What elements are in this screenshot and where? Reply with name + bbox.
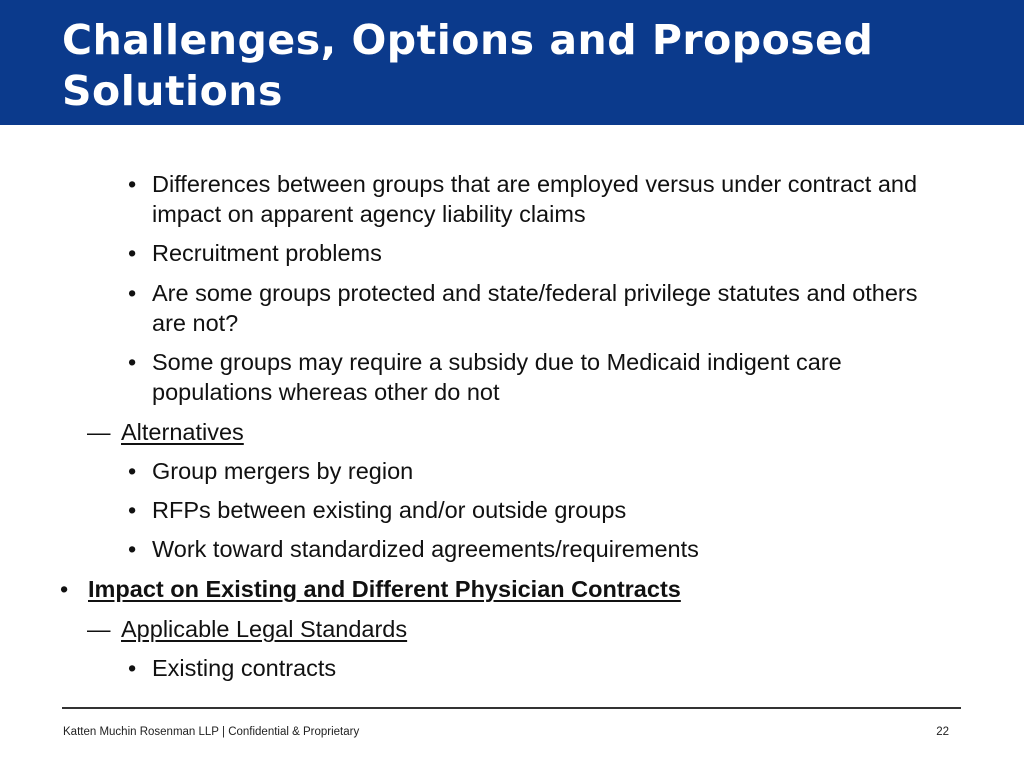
bullet-text: RFPs between existing and/or outside groups bbox=[152, 497, 627, 523]
subheading-item bbox=[87, 614, 921, 644]
footer-firm: Katten Muchin Rosenman LLP bbox=[63, 726, 219, 738]
bullet-item bbox=[128, 169, 952, 229]
bullet-item bbox=[128, 495, 952, 525]
footer-confidentiality: Confidential & Proprietary bbox=[228, 726, 360, 738]
bullet-text: Work toward standardized agreements/requirements bbox=[152, 536, 699, 562]
bullet-marker: • bbox=[128, 171, 137, 197]
bullet-item bbox=[128, 653, 952, 683]
bullet-item bbox=[128, 347, 952, 407]
bullet-item bbox=[128, 456, 952, 486]
bullet-marker: • bbox=[128, 280, 137, 306]
bullet-text: Group mergers by region bbox=[152, 458, 414, 484]
dash-marker: — bbox=[87, 419, 111, 445]
bullet-marker: • bbox=[128, 497, 137, 523]
bullet-marker: • bbox=[128, 349, 137, 375]
bullet-marker: • bbox=[128, 240, 137, 266]
section-item bbox=[60, 574, 888, 604]
section-heading-text: Impact on Existing and Different Physician Contracts bbox=[88, 576, 681, 602]
bullet-item bbox=[128, 238, 952, 268]
footer-divider bbox=[62, 707, 961, 709]
subheading-item bbox=[87, 417, 921, 447]
footer-text bbox=[63, 726, 359, 738]
slide-title: Challenges, Options and Proposed Solutions bbox=[62, 16, 874, 115]
bullet-text: Some groups may require a subsidy due to Medicaid indigent care populations whereas other do not bbox=[152, 349, 842, 405]
bullet-text: Recruitment problems bbox=[152, 240, 382, 266]
bullet-marker: • bbox=[128, 458, 137, 484]
page-number: 22 bbox=[936, 726, 949, 738]
bullet-text: Differences between groups that are employed versus under contract and impact on apparent agency liability claims bbox=[152, 171, 918, 227]
bullet-text: Are some groups protected and state/federal privilege statutes and others are not? bbox=[152, 280, 918, 336]
bullet-marker: • bbox=[128, 655, 137, 681]
footer-separator: | bbox=[221, 726, 225, 738]
bullet-marker: • bbox=[60, 576, 69, 602]
subheading-text: Alternatives bbox=[121, 419, 244, 445]
subheading-text: Applicable Legal Standards bbox=[121, 616, 408, 642]
bullet-item bbox=[128, 534, 952, 564]
bullet-item bbox=[128, 278, 952, 338]
bullet-text: Existing contracts bbox=[152, 655, 337, 681]
dash-marker: — bbox=[87, 616, 111, 642]
bullet-marker: • bbox=[128, 536, 137, 562]
